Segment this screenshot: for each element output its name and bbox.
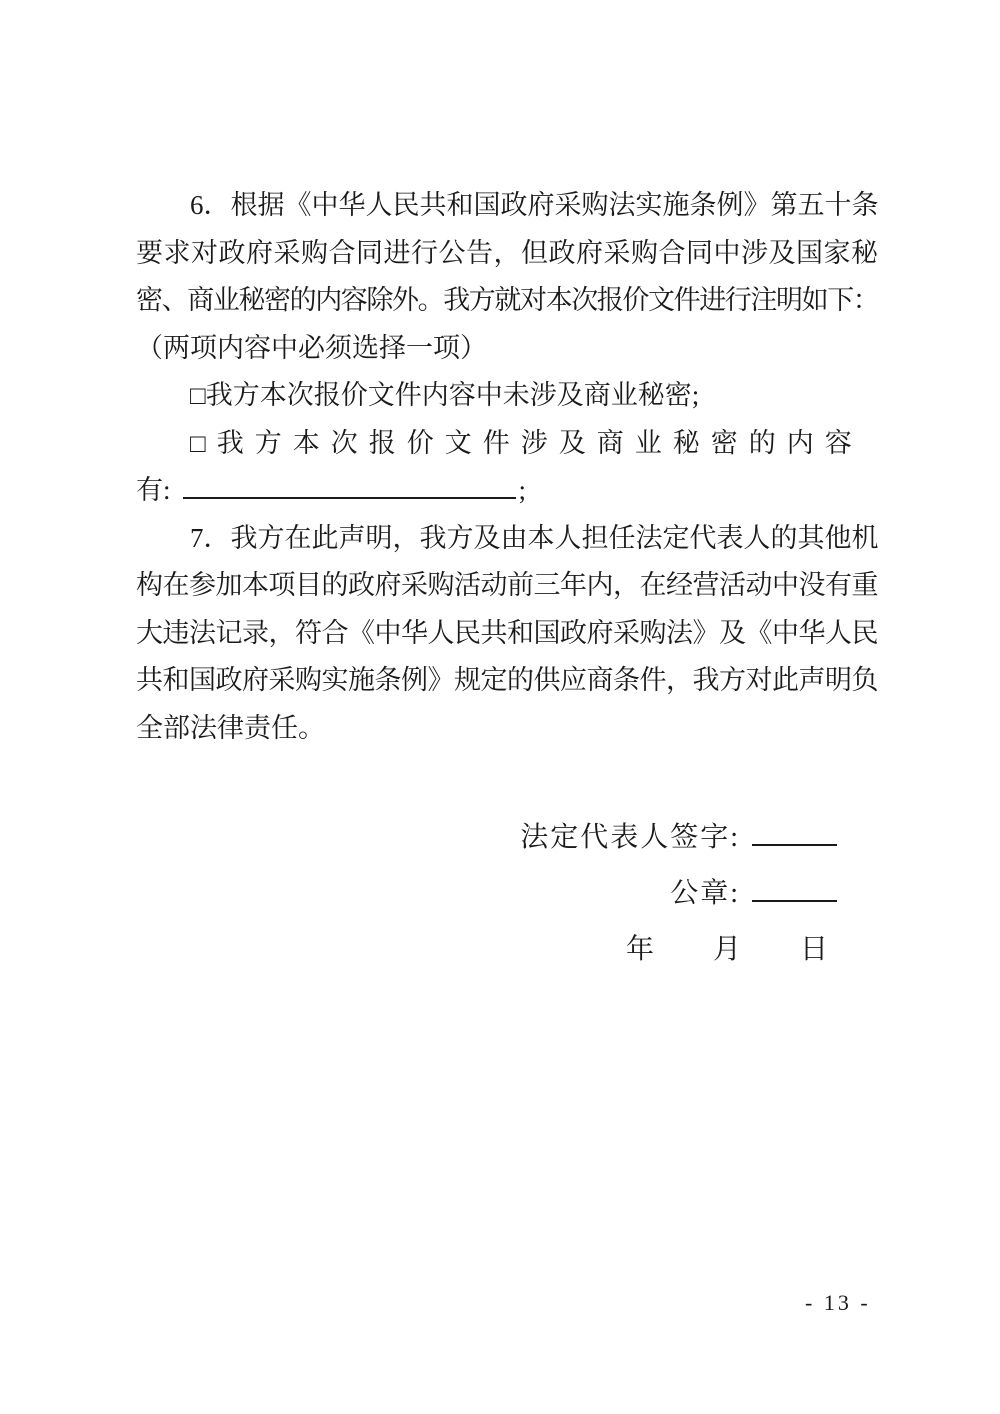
- seal-line: [0, 866, 837, 922]
- document-body: [136, 182, 878, 752]
- paragraph6-note: （两项内容中必须选择一项）: [136, 332, 487, 363]
- option2-line: [136, 420, 878, 468]
- paragraph6-line3: 密、商业秘密的内容除外。我方就对本次报价文件进行注明如下：: [136, 285, 879, 315]
- seal-label: 公章:: [670, 878, 740, 909]
- date-line: 年 月 日: [625, 934, 829, 965]
- option1-label: 我方本次报价文件内容中未涉及商业秘密;: [205, 380, 700, 410]
- paragraph7-line1: 7．我方在此声明，我方及由本人担任法定代表人的其他机: [190, 522, 879, 553]
- paragraph7-line4: 共和国政府采购实施条例》规定的供应商条件，我方对此声明负: [136, 665, 878, 695]
- checkbox-icon-option2[interactable]: □: [190, 428, 217, 458]
- legal-rep-signature-label: 法定代表人签字:: [520, 822, 740, 853]
- paragraph6-line2: 要求对政府采购合同进行公告，但政府采购合同中涉及国家秘: [136, 237, 879, 268]
- paragraph7-line2: 构在参加本项目的政府采购活动前三年内，在经营活动中没有重: [136, 570, 878, 600]
- option2-label: 我方本次报价文件涉及商业秘密的内容: [216, 427, 863, 458]
- option1-line: [136, 372, 878, 420]
- paragraph7-line5: 全部法律责任。: [136, 712, 325, 743]
- legal-rep-signature-line: [0, 810, 837, 866]
- seal-blank: [752, 895, 837, 902]
- option2-continuation-line: [136, 467, 878, 515]
- option2-fill-suffix: ;: [518, 475, 527, 505]
- fill-in-blank-content: [183, 492, 516, 499]
- checkbox-icon-option1[interactable]: □: [190, 381, 206, 410]
- signature-block: [0, 810, 837, 978]
- page-number: - 13 -: [805, 1290, 871, 1315]
- option2-fill-prefix: 有:: [136, 475, 171, 505]
- paragraph7-line3: 大违法记录，符合《中华人民共和国政府采购法》及《中华人民: [136, 617, 878, 648]
- legal-rep-signature-blank: [752, 839, 837, 846]
- paragraph6-line1: 6．根据《中华人民共和国政府采购法实施条例》第五十条: [190, 190, 879, 220]
